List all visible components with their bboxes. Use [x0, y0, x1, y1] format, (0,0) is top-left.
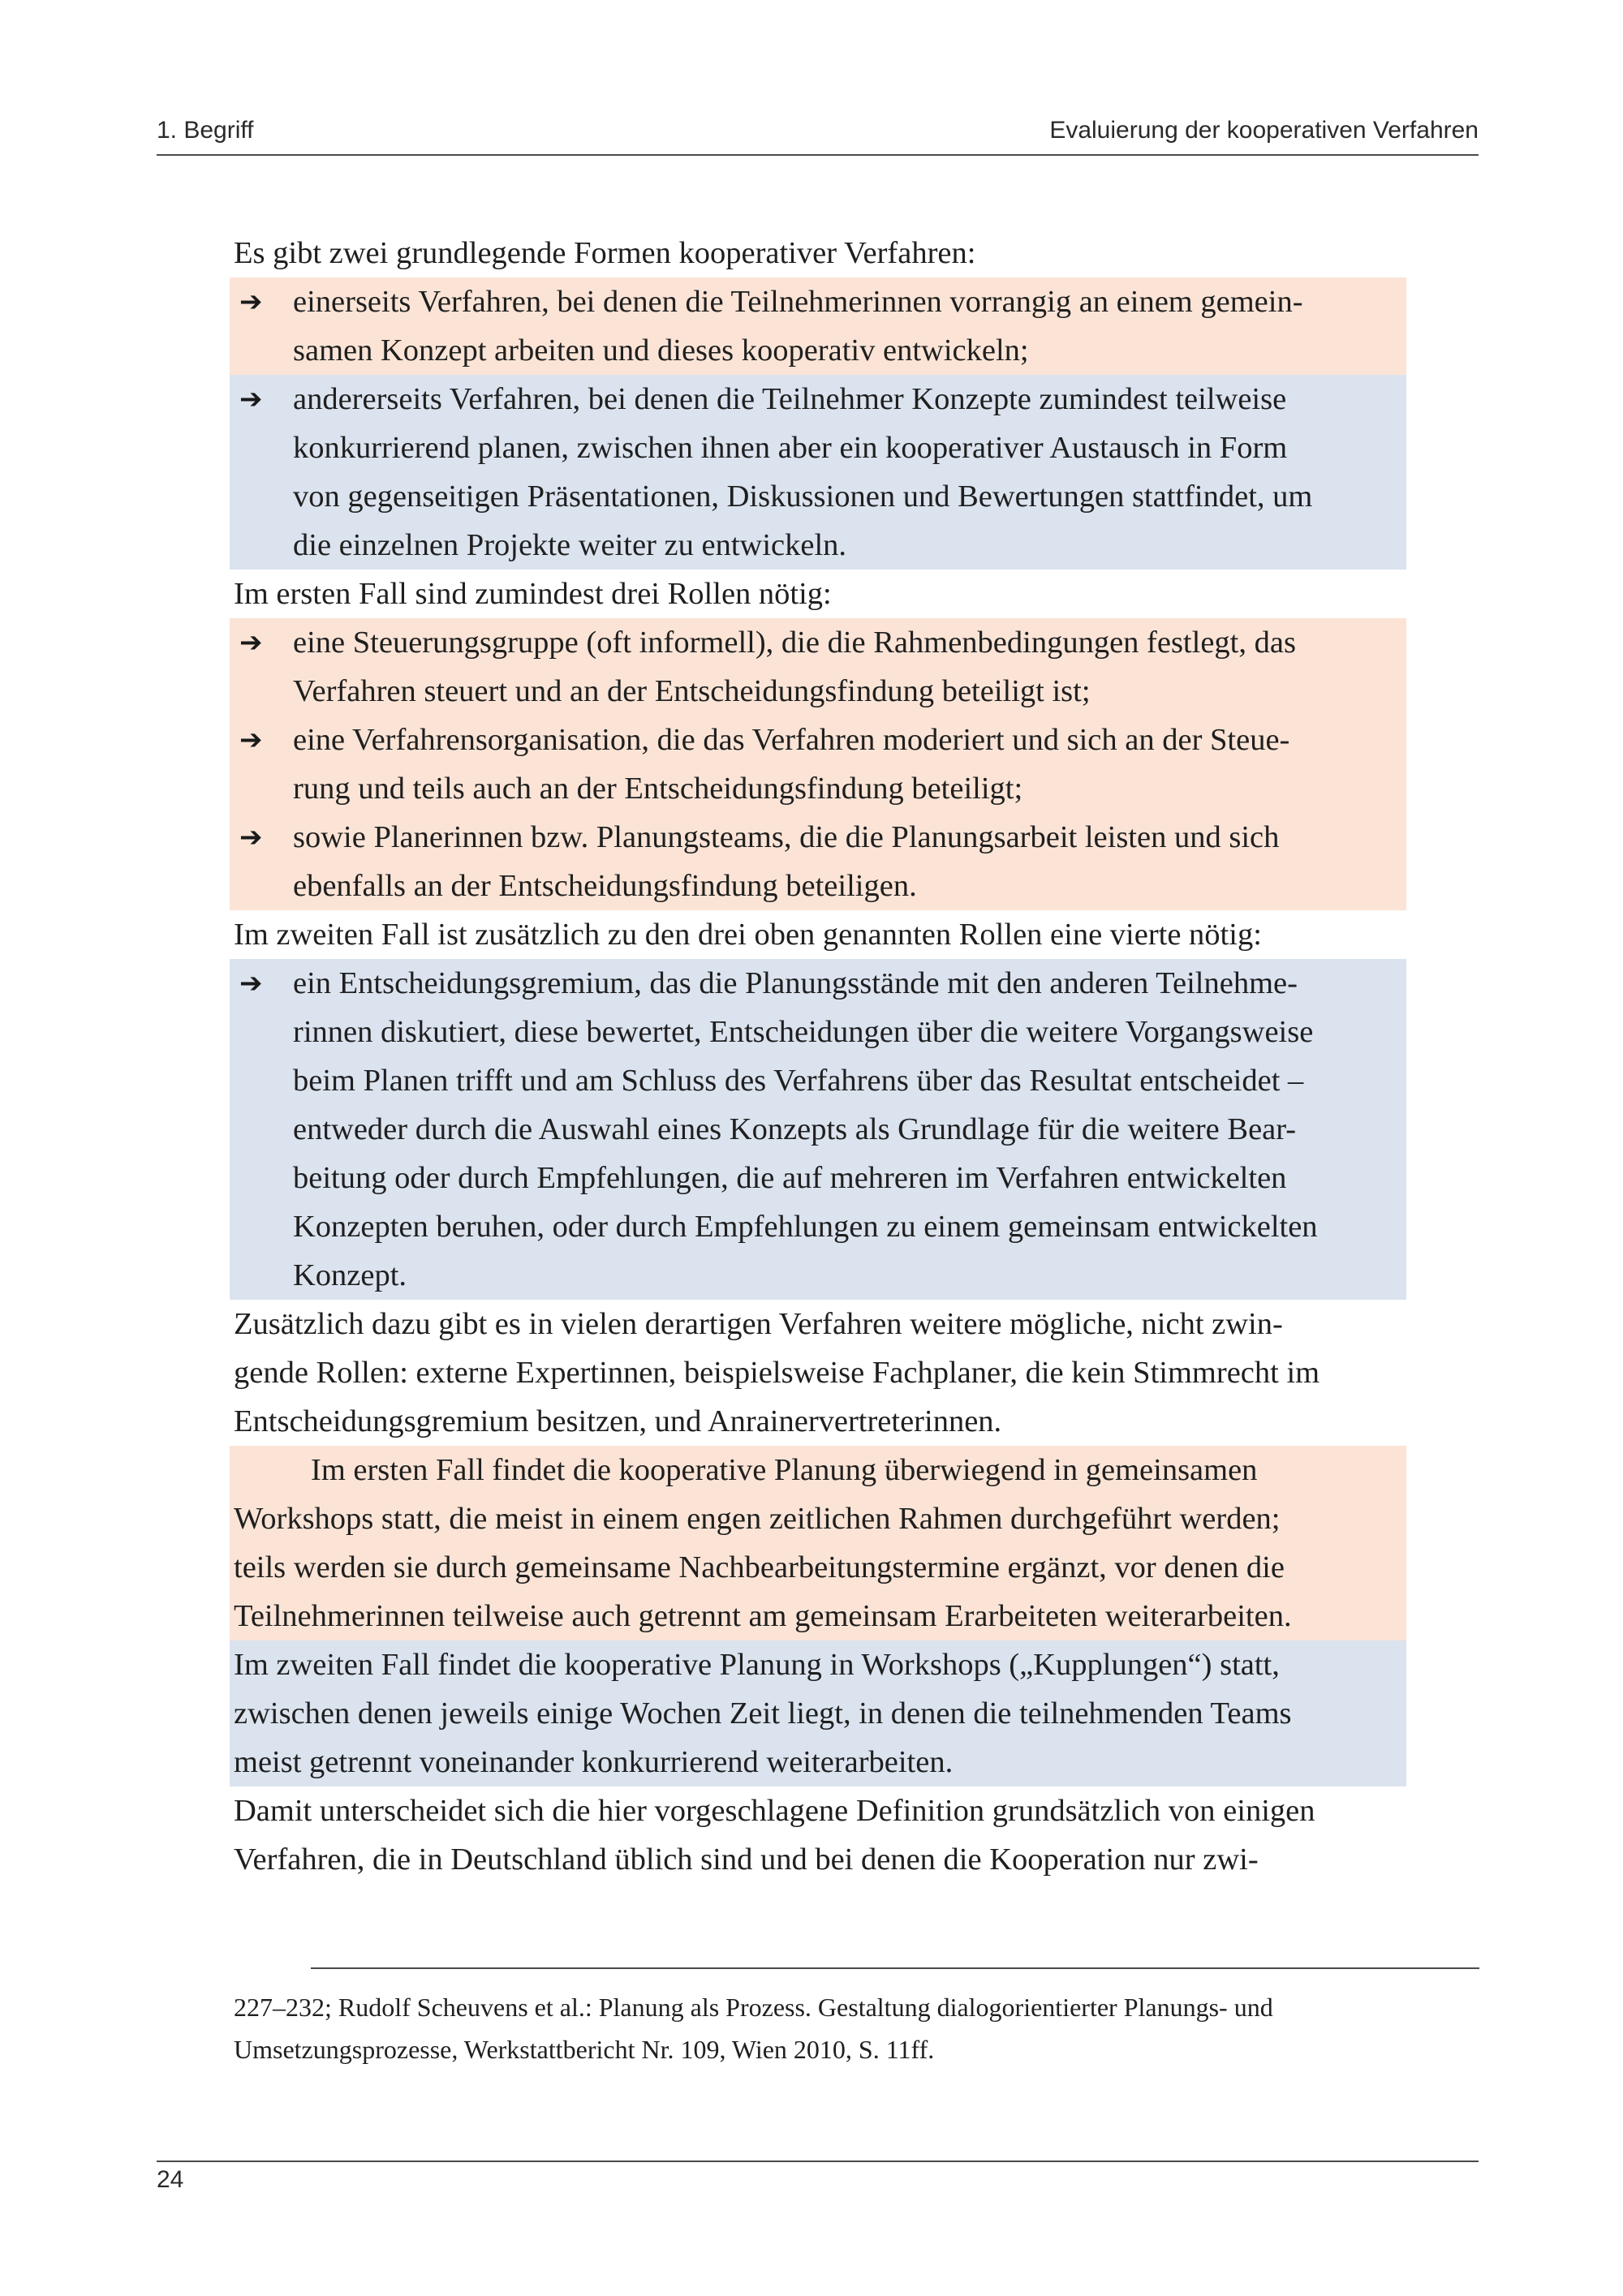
document-title: Evaluierung der kooperativen Verfahren: [1049, 117, 1479, 144]
second-case-paragraph: [230, 1640, 1406, 1786]
list-item-line: Verfahren steuert und an der Entscheidungsfindung beteiligt ist;: [293, 674, 1091, 708]
list-item-line: ebenfalls an der Entscheidungsfindung beteiligen.: [293, 869, 917, 903]
footnote-line: 227–232; Rudolf Scheuvens et al.: Planung als Prozess. Gestaltung dialogorientierter Planungs- und: [234, 1993, 1273, 2022]
paragraph-line: teils werden sie durch gemeinsame Nachbearbeitungstermine ergänzt, vor denen die: [234, 1550, 1285, 1584]
right-arrow-icon: ➔: [239, 821, 263, 853]
paragraph-line: Damit unterscheidet sich die hier vorgeschlagene Definition grundsätzlich von einigen: [234, 1794, 1315, 1828]
list-item-line: andererseits Verfahren, bei denen die Teilnehmer Konzepte zumindest teilweise: [293, 382, 1287, 416]
footnote: [234, 1986, 1483, 2070]
list-item-line: rung und teils auch an der Entscheidungsfindung beteiligt;: [293, 772, 1023, 806]
role-item-steering: [230, 618, 1406, 716]
closing-paragraph: [230, 1786, 1406, 1884]
footnote-separator: [311, 1967, 1479, 1969]
chapter-title: 1. Begriff: [157, 117, 254, 144]
paragraph-line: Im ersten Fall findet die kooperative Planung überwiegend in gemeinsamen: [311, 1453, 1258, 1487]
right-arrow-icon: ➔: [239, 724, 263, 756]
roles-intro-line: Im ersten Fall sind zumindest drei Rollen nötig:: [234, 577, 832, 611]
right-arrow-icon: ➔: [239, 967, 263, 1000]
running-header: [157, 114, 1479, 156]
list-item-line: Konzept.: [293, 1258, 407, 1292]
list-item-line: beim Planen trifft und am Schluss des Verfahrens über das Resultat entscheidet –: [293, 1064, 1304, 1098]
form-item-cooperative: [230, 277, 1406, 375]
list-item-line: samen Konzept arbeiten und dieses kooperativ entwickeln;: [293, 333, 1029, 368]
list-item-line: entweder durch die Auswahl eines Konzepts als Grundlage für die weitere Bear-: [293, 1112, 1297, 1146]
body-text: [230, 229, 1406, 1884]
list-item-line: rinnen diskutiert, diese bewertet, Entscheidungen über die weitere Vorgangsweise: [293, 1015, 1314, 1049]
right-arrow-icon: ➔: [239, 626, 263, 659]
roles-list: [230, 618, 1406, 910]
list-item-line: sowie Planerinnen bzw. Planungsteams, die die Planungsarbeit leisten und sich: [293, 820, 1280, 854]
paragraph-line: Entscheidungsgremium besitzen, und Anrainervertreterinnen.: [234, 1404, 1002, 1438]
paragraph-line: meist getrennt voneinander konkurrierend weiterarbeiten.: [234, 1745, 954, 1779]
right-arrow-icon: ➔: [239, 286, 263, 318]
footer-rule: [157, 2161, 1479, 2162]
list-item-line: von gegenseitigen Präsentationen, Diskussionen und Bewertungen stattfindet, um: [293, 479, 1313, 514]
intro-line: Es gibt zwei grundlegende Formen kooperativer Verfahren:: [234, 236, 976, 270]
paragraph-line: gende Rollen: externe Expertinnen, beispielsweise Fachplaner, die kein Stimmrecht im: [234, 1356, 1320, 1390]
role-item-planners: [230, 813, 1406, 910]
paragraph-line: Im zweiten Fall findet die kooperative Planung in Workshops („Kupplungen“) statt,: [234, 1648, 1280, 1682]
form-item-competitive: [230, 375, 1406, 570]
paragraph-line: Workshops statt, die meist in einem engen zeitlichen Rahmen durchgeführt werden;: [234, 1502, 1281, 1536]
list-item-line: die einzelnen Projekte weiter zu entwickeln.: [293, 528, 847, 562]
list-item-line: konkurrierend planen, zwischen ihnen aber ein kooperativer Austausch in Form: [293, 431, 1288, 465]
right-arrow-icon: ➔: [239, 383, 263, 415]
paragraph-line: zwischen denen jeweils einige Wochen Zeit liegt, in denen die teilnehmenden Teams: [234, 1696, 1292, 1731]
first-case-paragraph: [230, 1446, 1406, 1640]
list-item-line: Konzepten beruhen, oder durch Empfehlungen zu einem gemeinsam entwickelten: [293, 1210, 1318, 1244]
optional-roles-paragraph: [230, 1300, 1406, 1446]
role-item-decision-board: [230, 959, 1406, 1300]
page-number: 24: [157, 2166, 184, 2193]
role-item-organisation: [230, 716, 1406, 813]
paragraph-line: Zusätzlich dazu gibt es in vielen derartigen Verfahren weitere mögliche, nicht zwin-: [234, 1307, 1283, 1341]
fourth-role-intro-line: Im zweiten Fall ist zusätzlich zu den drei oben genannten Rollen eine vierte nötig:: [234, 918, 1262, 952]
list-item-line: eine Verfahrensorganisation, die das Verfahren moderiert und sich an der Steue-: [293, 723, 1290, 757]
list-item-line: ein Entscheidungsgremium, das die Planungsstände mit den anderen Teilnehme-: [293, 966, 1298, 1000]
paragraph-line: Teilnehmerinnen teilweise auch getrennt am gemeinsam Erarbeiteten weiterarbeiten.: [234, 1599, 1292, 1633]
footnote-line: Umsetzungsprozesse, Werkstattbericht Nr. 109, Wien 2010, S. 11ff.: [234, 2035, 935, 2064]
list-item-line: beitung oder durch Empfehlungen, die auf mehreren im Verfahren entwickelten: [293, 1161, 1287, 1195]
list-item-line: eine Steuerungsgruppe (oft informell), die die Rahmenbedingungen festlegt, das: [293, 626, 1296, 660]
paragraph-line: Verfahren, die in Deutschland üblich sind und bei denen die Kooperation nur zwi-: [234, 1842, 1259, 1877]
list-item-line: einerseits Verfahren, bei denen die Teilnehmerinnen vorrangig an einem gemein-: [293, 285, 1303, 319]
